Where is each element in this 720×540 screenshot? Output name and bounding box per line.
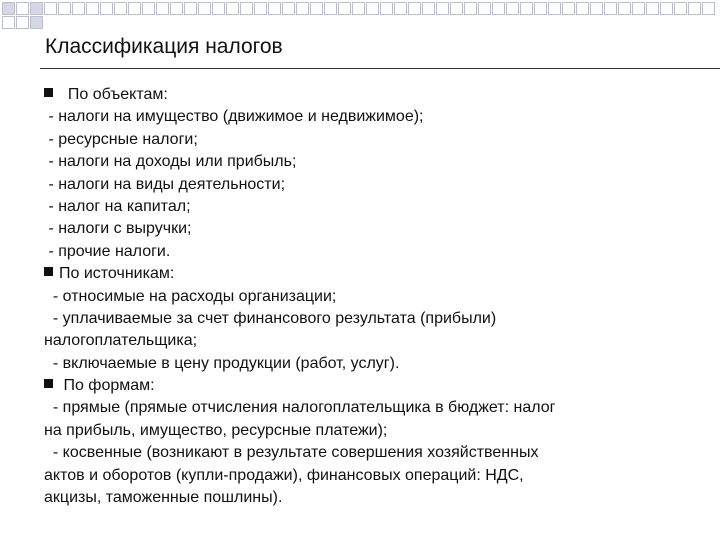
list-heading: По формам: bbox=[44, 375, 694, 397]
deco-square bbox=[44, 2, 57, 15]
deco-square bbox=[632, 2, 645, 15]
deco-square bbox=[282, 2, 295, 15]
deco-square bbox=[58, 2, 71, 15]
deco-square bbox=[366, 2, 379, 15]
deco-square bbox=[184, 2, 197, 15]
deco-square bbox=[506, 2, 519, 15]
deco-square bbox=[324, 2, 337, 15]
deco-square bbox=[436, 2, 449, 15]
list-item: - уплачиваемые за счет финансового результата (прибыли) bbox=[44, 309, 497, 327]
deco-square bbox=[310, 2, 323, 15]
deco-square bbox=[2, 2, 15, 15]
square-bullet-icon bbox=[44, 379, 53, 388]
deco-square bbox=[422, 2, 435, 15]
deco-square bbox=[604, 2, 617, 15]
deco-square bbox=[450, 2, 463, 15]
list-item: актов и оборотов (купли-продажи), финансовых операций: НДС, bbox=[44, 466, 524, 484]
list-heading: По источникам: bbox=[44, 263, 694, 285]
deco-square bbox=[30, 2, 43, 15]
list-item: - ресурсные налоги; bbox=[44, 130, 198, 148]
deco-square bbox=[618, 2, 631, 15]
content bbox=[44, 84, 694, 509]
list-heading: По объектам: bbox=[44, 84, 694, 106]
deco-square bbox=[100, 2, 113, 15]
deco-square bbox=[394, 2, 407, 15]
deco-square bbox=[464, 2, 477, 15]
list-item: - прочие налоги. bbox=[44, 242, 171, 260]
list-item: - налоги на доходы или прибыль; bbox=[44, 153, 297, 171]
deco-square bbox=[296, 2, 309, 15]
deco-square bbox=[338, 2, 351, 15]
list-item: - налоги с выручки; bbox=[44, 220, 192, 238]
deco-square bbox=[562, 2, 575, 15]
deco-square bbox=[86, 2, 99, 15]
list-item: - налоги на виды деятельности; bbox=[44, 175, 286, 193]
deco-square bbox=[16, 2, 29, 15]
deco-square bbox=[16, 16, 29, 29]
list-item: - включаемые в цену продукции (работ, услуг). bbox=[44, 354, 400, 372]
decorative-squares bbox=[0, 0, 720, 36]
list-item: - косвенные (возникают в результате совершения хозяйственных bbox=[44, 444, 539, 462]
deco-square bbox=[352, 2, 365, 15]
deco-square bbox=[72, 2, 85, 15]
deco-square bbox=[478, 2, 491, 15]
list-item: на прибыль, имущество, ресурсные платежи); bbox=[44, 421, 388, 439]
deco-square bbox=[702, 2, 715, 15]
page-title: Классификация налогов bbox=[45, 35, 283, 58]
deco-square bbox=[646, 2, 659, 15]
deco-square bbox=[520, 2, 533, 15]
deco-square bbox=[534, 2, 547, 15]
deco-square bbox=[226, 2, 239, 15]
deco-square bbox=[30, 16, 43, 29]
list-item: - налог на капитал; bbox=[44, 197, 191, 215]
deco-square bbox=[408, 2, 421, 15]
deco-square bbox=[198, 2, 211, 15]
title-underline bbox=[40, 68, 720, 69]
deco-square bbox=[142, 2, 155, 15]
deco-square bbox=[380, 2, 393, 15]
list-item: акцизы, таможенные пошлины). bbox=[44, 489, 283, 507]
deco-square bbox=[156, 2, 169, 15]
list-item: - налоги на имущество (движимое и недвижимое); bbox=[44, 108, 424, 126]
deco-square bbox=[2, 16, 15, 29]
deco-square bbox=[492, 2, 505, 15]
deco-square bbox=[688, 2, 701, 15]
deco-square bbox=[114, 2, 127, 15]
deco-square bbox=[268, 2, 281, 15]
square-bullet-icon bbox=[44, 267, 53, 276]
deco-square bbox=[660, 2, 673, 15]
square-bullet-icon bbox=[44, 88, 53, 97]
list-item: - прямые (прямые отчисления налогоплательщика в бюджет: налог bbox=[44, 399, 556, 417]
deco-square bbox=[212, 2, 225, 15]
deco-square bbox=[170, 2, 183, 15]
deco-square bbox=[254, 2, 267, 15]
deco-square bbox=[576, 2, 589, 15]
list-item: - относимые на расходы организации; bbox=[44, 287, 337, 305]
deco-square bbox=[240, 2, 253, 15]
list-item: налогоплательщика; bbox=[44, 332, 198, 350]
deco-square bbox=[548, 2, 561, 15]
deco-square bbox=[128, 2, 141, 15]
deco-square bbox=[590, 2, 603, 15]
deco-square bbox=[674, 2, 687, 15]
